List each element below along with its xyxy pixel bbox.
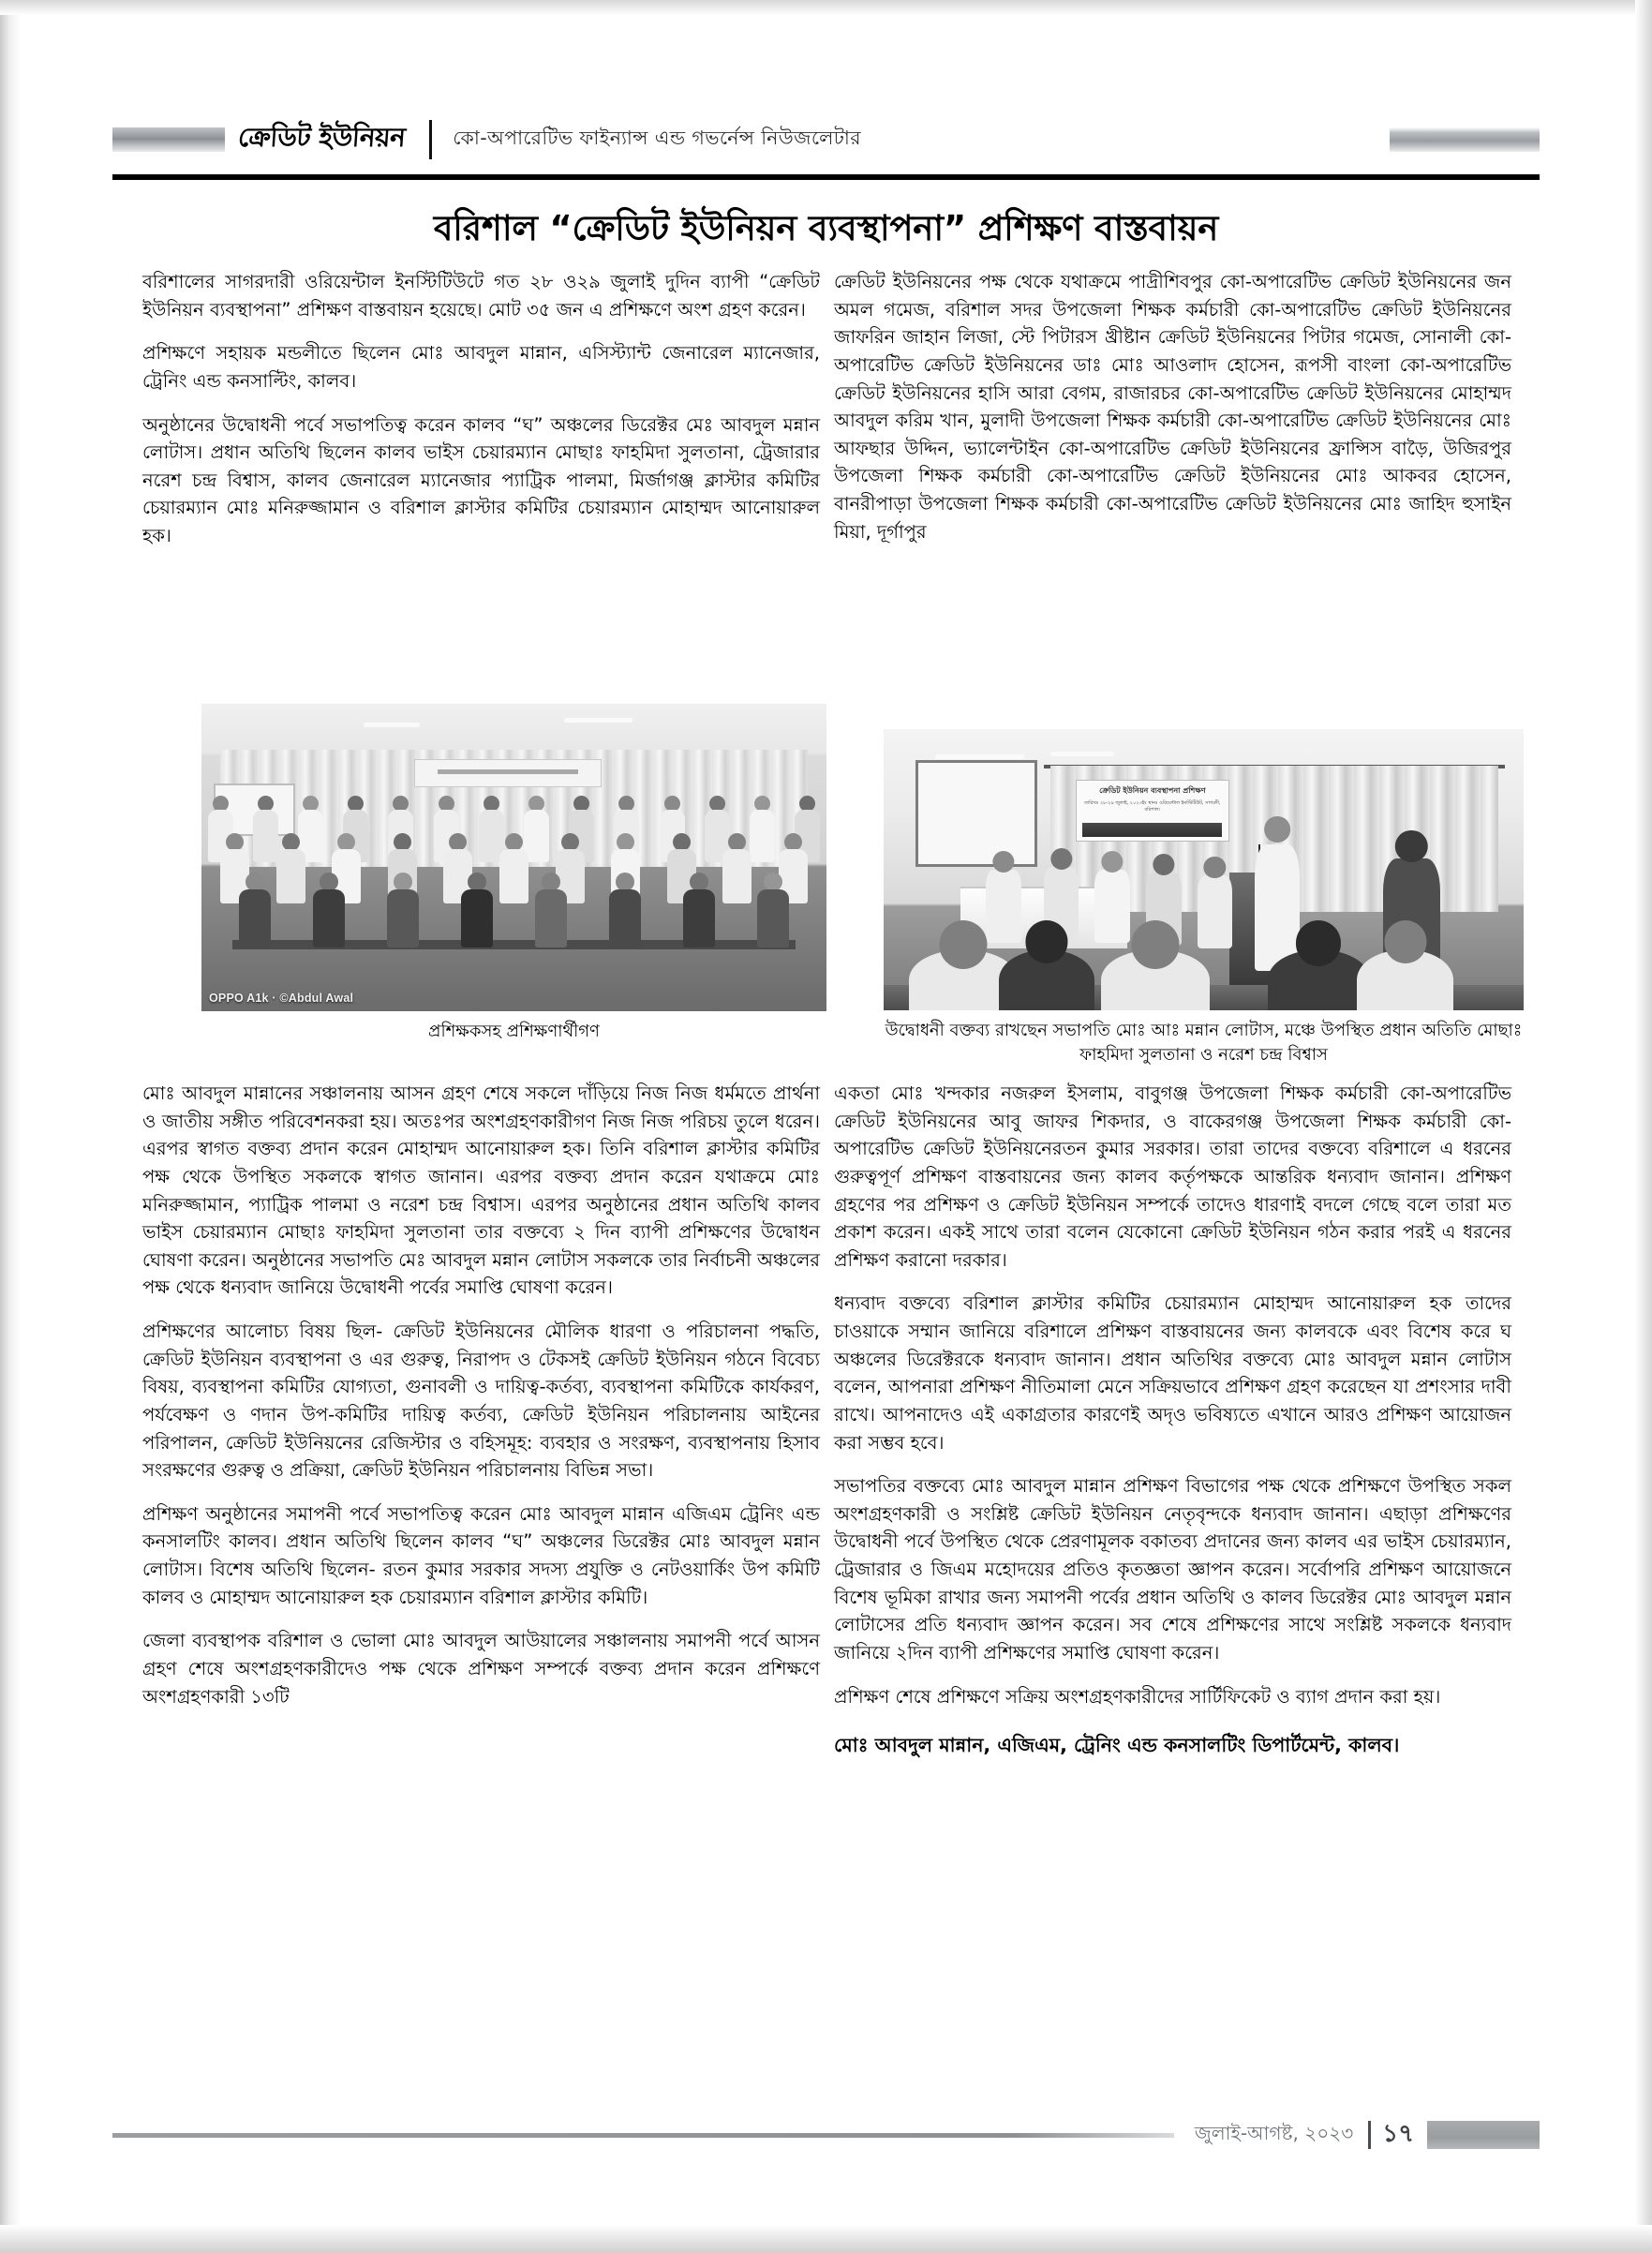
photo-audience-head <box>940 920 988 968</box>
photo-person-head <box>337 833 355 851</box>
photo-wall-banner <box>414 759 602 787</box>
photo-person-head <box>784 833 802 851</box>
paragraph: একতা মোঃ খন্দকার নজরুল ইসলাম, বাবুগঞ্জ উপজেলা শিক্ষক কর্মচারী কো-অপারেটিভ ক্রেডিট ইউনিয়নের আবু জাফর শিকদার, ও বাকেরগঞ্জ উপজেলা শিক্ষক কর্মচারী কো-অপারেটিভ ক্রেডিট ইউনিয়নেরতন কুমার সরকার। তারা তাদের বক্তব্যে বরিশালে এ ধরনের গুরুত্বপূর্ণ প্রশিক্ষণ বাস্তবায়নের জন্য কালব কর্তৃপক্ষকে আন্তরিক ধন্যবাদ জানান। প্রশিক্ষণ গ্রহণের পর প্রশিক্ষণ ও ক্রেডিট ইউনিয়ন সম্পর্কে তাদেও ধারণাই বদলে গেছে বলে তারা মত প্রকাশ করেন। একই সাথে তারা বলেন যেকোনো ক্রেডিট ইউনিয়ন গঠন করার পরই এ ধরনের প্রশিক্ষণ করানো দরকার। <box>834 1082 1511 1271</box>
event-banner-footer-strip <box>1082 823 1222 836</box>
figure-caption: প্রশিক্ষকসহ প্রশিক্ষণার্থীগণ <box>428 1022 600 1041</box>
page-footer <box>112 2114 1540 2156</box>
photo-group-portrait <box>201 704 826 1011</box>
figure-caption: উদ্বোধনী বক্তব্য রাখছেন সভাপতি মোঃ আঃ মন্নান লোটাস, মঞ্চে উপস্থিত প্রধান অতিতি মোছাঃ ফাহমিদা সুলতানা ও নরেশ চন্দ্র বিশ্বাস <box>885 1021 1523 1065</box>
photo-person-head <box>673 833 691 851</box>
photo-person-head <box>616 873 634 891</box>
paragraph: প্রশিক্ষণে সহায়ক মন্ডলীতে ছিলেন মোঃ আবদুল মান্নান, এসিস্ট্যান্ট জেনারেল ম্যানেজার, ট্রেনিং এন্ড কনসাল্টিং, কালব। <box>142 342 820 392</box>
article-column-right-lower <box>834 1080 1511 1776</box>
paragraph: অনুষ্ঠানের উদ্বোধনী পর্বে সভাপতিত্ব করেন কালব “ঘ” অঞ্চলের ডিরেক্টর মেঃ আবদুল মন্নান লোটাস। প্রধান অতিথি ছিলেন কালব ভাইস চেয়ারম্যান মোছাঃ ফাহমিদা সুলতানা, ট্রেজারার নরেশ চন্দ্র বিশ্বাস, কালব জেনারেল ম্যানেজার প্যাট্রিক পালমা, মির্জাগঞ্জ ক্লাস্টার কমিটির চেয়ারম্যান মোঃ মনিরুজ্জামান ও বরিশাল ক্লাস্টার কমিটির চেয়ারম্যান মোহাম্মদ আনোয়ারুল হক। <box>142 413 820 546</box>
photo-watermark: OPPO A1k · ©Abdul Awal <box>209 992 354 1005</box>
paper-edge-bottom <box>0 2225 1652 2253</box>
event-banner-subtitle: তারিখঃ ২৮-২৯ জুলাই, ২০২৩ইং স্থানঃ ওরিয়েন্টাল ইনস্টিটিউট, সাগরদী, বরিশাল। <box>1084 800 1221 813</box>
paragraph: প্রশিক্ষণ শেষে প্রশিক্ষণে সক্রিয় অংশগ্রহণকারীদের সার্টিফিকেট ও ব্যাগ প্রদান করা হয়। <box>834 1685 1441 1708</box>
photo-person-head <box>449 833 467 851</box>
photo-person <box>239 873 271 947</box>
paragraph: ক্রেডিট ইউনিয়নের পক্ষ থেকে যথাক্রমে পাদ্রীশিবপুর কো-অপারেটিভ ক্রেডিট ইউনিয়নের জন অমল গমেজ, বরিশাল সদর উপজেলা শিক্ষক কর্মচারী কো-অপারেটিভ ক্রেডিট ইউনিয়নের জাফরিন জাহান লিজা, স্টে পিটারস খ্রীষ্টান ক্রেডিট ইউনিয়নের পিটার গমেজ, সোনালী কো-অপারেটিভ ক্রেডিট ইউনিয়নের ডাঃ মোঃ আওলাদ হোসেন, রূপসী বাংলা কো-অপারেটিভ ক্রেডিট ইউনিয়নের হাসি আরা বেগম, রাজারচর কো-অপারেটিভ ক্রেডিট ইউনিয়নের মোহাম্মদ আবদুল করিম খান, মুলাদী উপজেলা শিক্ষক কর্মচারী কো-অপারেটিভ ক্রেডিট ইউনিয়নের মোঃ আফছার উদ্দিন, ভ্যালেন্টাইন কো-অপারেটিভ ক্রেডিট ইউনিয়নের ফ্রান্সিস বাড়ৈ, উজিরপুর উপজেলা শিক্ষক কর্মচারী কো-অপারেটিভ ক্রেডিট ইউনিয়নের মোঃ আকবর হোসেন, বানরীপাড়া উপজেলা শিক্ষক কর্মচারী কো-অপারেটিভ ক্রেডিট ইউনিয়নের মোঃ জাহিদ হুসাইন মিয়া, দূর্গাপুর <box>834 271 1511 543</box>
photo-person <box>1094 870 1130 943</box>
photo-person-head <box>394 873 412 891</box>
author-byline: মোঃ আবদুল মান্নান, এজিএম, ট্রেনিং এন্ড কনসালটিং ডিপার্টমেন্ট, কালব। <box>834 1734 1400 1757</box>
photo-audience-member <box>999 950 1094 1010</box>
masthead-divider <box>429 120 432 159</box>
photo-person-head <box>1102 851 1124 873</box>
footer-rule <box>112 2133 1174 2138</box>
issue-date: জুলাই-আগষ্ট, ২০২৩ <box>1194 2121 1354 2144</box>
figure-group-photo <box>201 704 826 1044</box>
masthead <box>112 111 1540 169</box>
photo-person <box>986 870 1021 943</box>
footer-separator <box>1368 2121 1371 2149</box>
photo-person-head <box>728 833 746 851</box>
photo-person-head <box>320 873 338 891</box>
photo-event-banner <box>1076 780 1229 842</box>
paragraph: জেলা ব্যবস্থাপক বরিশাল ও ভোলা মোঃ আবদুল আউয়ালের সঞ্চালনায় সমাপনী পর্বে আসন গ্রহণ শেষে অংশগ্রহণকারীদেও পক্ষ থেকে প্রশিক্ষণ সম্পর্কে বক্তব্য প্রদান করেন প্রশিক্ষণে অংশগ্রহণকারী ১৩টি <box>142 1630 820 1708</box>
paragraph: ধন্যবাদ বক্তব্যে বরিশাল ক্লাস্টার কমিটির চেয়ারম্যান মোহাম্মদ আনোয়ারুল হক তাদের চাওয়াকে সম্মান জানিয়ে বরিশালে প্রশিক্ষণ বাস্তবায়নের জন্য কালবকে এবং বিশেষ করে ঘ অঞ্চলের ডিরেক্টরকে ধন্যবাদ জানান। প্রধান অতিথির বক্তব্যে মোঃ আবদুল মন্নান লোটাস বলেন, আপনারা প্রশিক্ষণ নীতিমালা মেনে সক্রিয়ভাবে প্রশিক্ষণ গ্রহণ করেছেন যা প্রশংসার দাবী রাখে। আপনাদেও এই একাগ্রতার কারণেই অদৃও ভবিষ্যতে এখানে আরও প্রশিক্ষণ আয়োজন করা সম্ভব হবে। <box>834 1292 1511 1454</box>
photo-person-head <box>468 873 486 891</box>
photo-person-body <box>683 889 715 947</box>
masthead-accent-bar-right <box>1390 127 1540 152</box>
photo-person-head <box>394 833 411 851</box>
article-column-left-lower <box>142 1080 820 1726</box>
photo-audience-head <box>1026 920 1068 962</box>
paragraph: প্রশিক্ষণ অনুষ্ঠানের সমাপনী পর্বে সভাপতিত্ব করেন মোঃ আবদুল মান্নান এজিএম ট্রেনিং এন্ড কনসালটিং কালব। প্রধান অতিথি ছিলেন কালব “ঘ” অঞ্চলের ডিরেক্টর মোঃ আবদুল মন্নান লোটাস। বিশেষ অতিথি ছিলেন- রতন কুমার সরকার সদস্য প্রযুক্তি ও নেটওয়ার্কিং উপ কমিটি কালব ও মোহাম্মদ আনোয়ারুল হক চেয়ারম্যান বরিশাল ক্লাস্টার কমিটি। <box>142 1502 820 1608</box>
masthead-rule <box>112 174 1540 180</box>
photo-opening-session <box>884 729 1524 1010</box>
paper-edge-right <box>1635 0 1652 2253</box>
ceiling-light <box>564 718 633 723</box>
photo-person <box>609 873 641 947</box>
paragraph: বরিশালের সাগরদারী ওরিয়েন্টাল ইনস্টিটিউটে গত ২৮ ও২৯ জুলাই দুদিন ব্যাপী “ক্রেডিট ইউনিয়ন ব্যবস্থাপনা” প্রশিক্ষণ বাস্তবায়ন হয়েছে। মোট ৩৫ জন এ প্রশিক্ষণে অংশ গ্রহণ করেন। <box>142 271 820 321</box>
photo-person-head <box>505 833 523 851</box>
photo-person-head <box>617 833 634 851</box>
photo-person <box>683 873 715 947</box>
article-column-left <box>142 268 820 566</box>
photo-audience-member <box>1357 950 1452 1010</box>
event-banner-title: ক্রেডিট ইউনিয়ন ব্যবস্থাপনা প্রশিক্ষণ <box>1099 786 1206 795</box>
photo-person-head <box>1204 857 1226 878</box>
photo-person-body <box>239 889 271 947</box>
photo-person-head <box>226 833 244 851</box>
photo-audience-head <box>1132 920 1180 968</box>
paragraph: মোঃ আবদুল মান্নানের সঞ্চালনায় আসন গ্রহণ শেষে সকলে দাঁড়িয়ে নিজ নিজ ধর্মমতে প্রার্থনা ও জাতীয় সঙ্গীত পরিবেশনকরা হয়। অতঃপর অংশগ্রহণকারীগণ নিজ নিজ পরিচয় তুলে ধরেন। এরপর স্বাগত বক্তব্য প্রদান করেন মোহাম্মদ আনোয়ারুল হক। তিনি বরিশাল ক্লাস্টার কমিটির পক্ষ থেকে উপস্থিত সকলকে স্বাগত জানান। এরপর বক্তব্য প্রদান করেন যথাক্রমে মোঃ মনিরুজ্জামান, প্যাট্রিক পালমা ও নরেশ চন্দ্র বিশ্বাস। এরপর অনুষ্ঠানের প্রধান অতিথি কালব ভাইস চেয়ারম্যান মোছাঃ ফাহমিদা সুলতানা তার বক্তব্যে ২ দিন ব্যাপী প্রশিক্ষণের উদ্বোধন ঘোষণা করেন। অনুষ্ঠানের সভাপতি মেঃ আবদুল মন্নান লোটাস সকলকে তার নির্বাচনী অঞ্চলের পক্ষ থেকে ধন্যবাদ জানিয়ে উদ্বোধনী পর্বের সমাপ্তি ঘোষণা করেন। <box>142 1082 820 1299</box>
photo-person-body <box>313 889 345 947</box>
photo-audience-head <box>1296 920 1341 965</box>
photo-person-head <box>542 873 560 891</box>
photo-person-head <box>764 873 782 891</box>
page-number: ১৭ <box>1382 2120 1414 2148</box>
publication-logo: ক্রেডিট ইউনিয়ন <box>237 122 407 153</box>
ceiling-light <box>364 723 420 727</box>
photo-audience-head <box>1384 920 1426 962</box>
paragraph: সভাপতির বক্তব্যে মোঃ আবদুল মান্নান প্রশিক্ষণ বিভাগের পক্ষ থেকে প্রশিক্ষণে উপস্থিত সকল অংশগ্রহণকারী ও সংশ্লিষ্ট ক্রেডিট ইউনিয়ন নেতৃবৃন্দকে ধন্যবাদ জানান। এছাড়া প্রশিক্ষণের উদ্বোধনী পর্বে উপস্থিত থেকে প্রেরণামূলক বকাতব্য প্রদানের জন্য কালব এর ভাইস চেয়ারম্যান, ট্রেজারার ও জিএম মহোদয়ের প্রতিও কৃতজ্ঞতা জ্ঞাপন করেন। সর্বোপরি প্রশিক্ষণ আয়োজনে বিশেষ ভূমিকা রাখার জন্য সমাপনী পর্বের প্রধান অতিথি ও কালব ডিরেক্টর মোঃ আবদুল মন্নান লোটাসের প্রতি ধন্যবাদ জ্ঞাপন করেন। সব শেষে প্রশিক্ষণের সাথে সংশ্লিষ্ট সকলকে ধন্যবাদ জানিয়ে ২দিন ব্যাপী প্রশিক্ষণের সমাপ্তি ঘোষণা করেন। <box>834 1475 1511 1664</box>
photo-person-body <box>461 889 493 947</box>
photo-person-body <box>757 889 789 947</box>
figure-stage-photo <box>884 729 1524 1067</box>
footer-accent-bar <box>1427 2121 1540 2149</box>
photo-people-row-front <box>201 873 826 947</box>
photo-person-head <box>690 873 708 891</box>
article-headline: বরিশাল “ক্রেডিট ইউনিয়ন ব্যবস্থাপনা” প্রশিক্ষণ বাস্তবায়ন <box>433 207 1219 248</box>
photo-person <box>387 873 419 947</box>
photo-person <box>757 873 789 947</box>
photo-projector-screen <box>915 760 1037 867</box>
paper-edge-left <box>0 0 21 2253</box>
paragraph: প্রশিক্ষণের আলোচ্য বিষয় ছিল- ক্রেডিট ইউনিয়নের মৌলিক ধারণা ও পরিচালনা পদ্ধতি, ক্রেডিট ইউনিয়ন ব্যবস্থাপনা ও এর গুরুত্ব, নিরাপদ ও টেকসই ক্রেডিট ইউনিয়ন গঠনে বিবেচ্য বিষয়, ব্যবস্থাপনা কমিটির যোগ্যতা, গুনাবলী ও দায়িত্ব-কর্তব্য, ব্যবস্থাপনা কমিটিকে কার্যকরণ, পর্যবেক্ষণ ও ণদান উপ-কমিটির দায়িত্ব কর্তব্য, ক্রেডিট ইউনিয়ন পরিচালনায় আইনের পরিপালন, ক্রেডিট ইউনিয়নের রেজিস্টার ও বহিসমূহ: ব্যবহার ও সংরক্ষণ, ব্যবস্থাপনায় হিসাব সংরক্ষণের গুরুত্ব ও প্রক্রিয়া, ক্রেডিট ইউনিয়ন পরিচালনায় বিভিন্ন সভা। <box>142 1320 820 1482</box>
photo-person-body <box>387 889 419 947</box>
article-column-right <box>834 268 1511 561</box>
photo-person-head <box>561 833 579 851</box>
photo-person-head <box>246 873 264 891</box>
photo-audience-member <box>1101 950 1210 1010</box>
photo-speaker-head <box>1264 816 1290 843</box>
paper-edge-top <box>0 0 1652 15</box>
photo-audience <box>884 937 1524 1010</box>
photo-person <box>313 873 345 947</box>
photo-person-body <box>609 889 641 947</box>
photo-person <box>461 873 493 947</box>
photo-person-body <box>535 889 567 947</box>
photo-person-head <box>1050 848 1072 870</box>
photo-person-head <box>992 851 1014 873</box>
photo-person <box>535 873 567 947</box>
photo-person-head <box>1395 830 1427 862</box>
ceiling-light <box>935 754 1025 759</box>
photo-person-head <box>1153 854 1174 875</box>
publication-tagline: কো-অপারেটিভ ফাইন্যান্স এন্ড গভর্নেন্স নিউজলেটার <box>453 127 861 149</box>
photo-person-head <box>282 833 300 851</box>
masthead-accent-bar-left <box>112 127 225 152</box>
ceiling-light <box>1050 752 1114 756</box>
photo-audience-member <box>1268 950 1370 1010</box>
